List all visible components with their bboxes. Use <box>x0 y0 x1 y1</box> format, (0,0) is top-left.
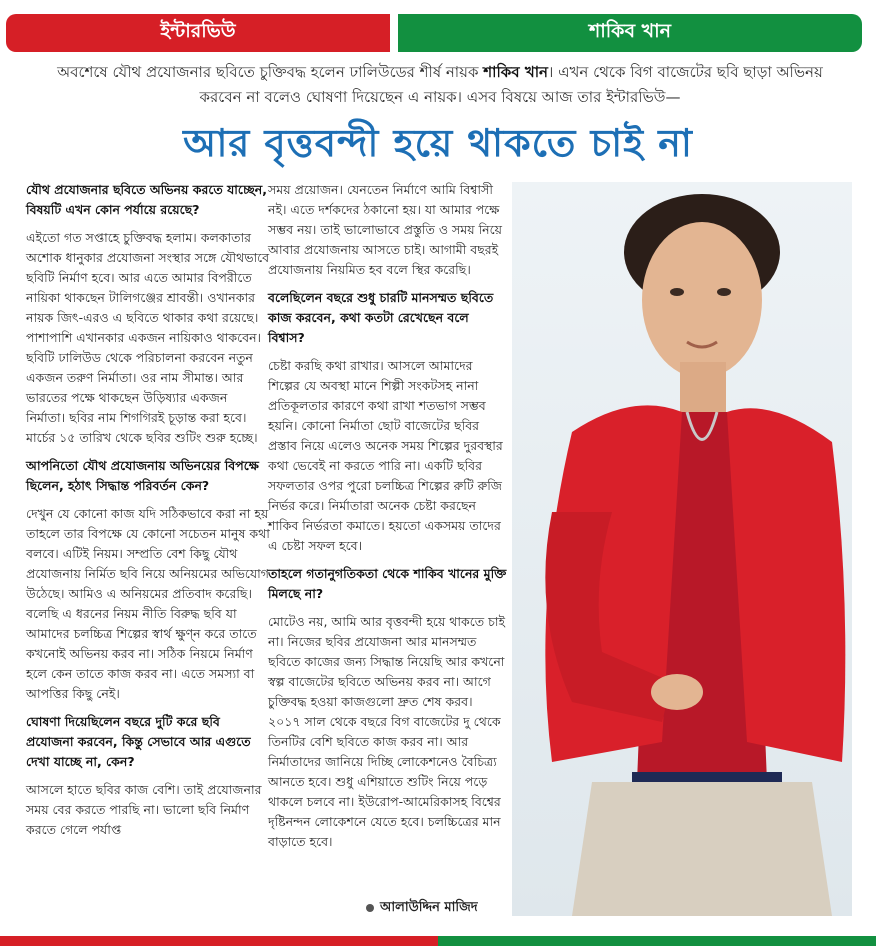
section-banner <box>6 14 390 52</box>
bottom-bar-green <box>438 936 876 946</box>
answer-5: মোটেও নয়, আমি আর বৃত্তবন্দী হয়ে থাকতে চাই না। নিজের ছবির প্রযোজনা আর মানসম্মত ছবিতে কাজের জন্য সিদ্ধান্ত নিয়েছি আর কখনো স্বল্প বাজেটের ছবিতে অভিনয় করব না। আগে চুক্তিবদ্ধ হওয়া কাজগুলো দ্রুত শেষ করব। ২০১৭ সাল থেকে বছরে বিগ বাজেটের দু থেকে তিনটির বেশি ছবিতে কাজ করব না। আর নির্মাতাদের জানিয়ে দিচ্ছি লোকেশনেও বৈচিত্র্য আনতে হবে। শুধু এশিয়াতে শুটিং নিয়ে পড়ে থাকলে চলবে না। ইউরোপ-আমেরিকাসহ বিশ্বের দৃষ্টিনন্দন লোকেশনে যেতে হবে। চলচ্চিত্রের মান বাড়াতে হবে। <box>268 614 505 849</box>
portrait-illustration <box>512 182 852 916</box>
column-2 <box>268 180 508 860</box>
bullet-icon <box>366 904 374 912</box>
lead-name: শাকিব খান <box>483 63 548 81</box>
answer-3-part1: আসলে হাতে ছবির কাজ বেশি। তাই প্রযোজনার সময় বের করতে পারছি না। ভালো ছবি নির্মাণ করতে গেলে পর্যাপ্ত <box>26 782 262 837</box>
question-4: বলেছিলেন বছরে শুধু চারটি মানসম্মত ছবিতে কাজ করবেন, কথা কতটা রেখেছেন বলে বিশ্বাস? <box>268 290 494 345</box>
answer-1: এইতো গত সপ্তাহে চুক্তিবদ্ধ হলাম। কলকাতার অশোক ধানুকার প্রযোজনা সংস্থার সঙ্গে যৌথভাবে ছবিটি নির্মাণ হবে। আর এতে আমার বিপরীতে নায়িকা থাকছেন টালিগঞ্জের শ্রাবন্তী। ওখানকার নায়ক জিৎ-এরও এ ছবিতে থাকার কথা রয়েছে। পাশাপাশি এখানকার একজন নায়িকাও থাকবেন। ছবিটি ঢালিউড থেকে পরিচালনা করবেন নতুন একজন তরুণ নির্মাতা। ওর নাম সীমান্ত। আর ভারতের পক্ষে থাকছেন উড়িষ্যার একজন নির্মাতা। ছবির নাম শিগগিরই চূড়ান্ত করা হবে। মার্চের ১৫ তারিখ থেকে ছবির শুটিং শুরু হচ্ছে। <box>26 230 270 445</box>
column-1 <box>26 180 270 848</box>
question-2: আপনিতো যৌথ প্রযোজনায় অভিনয়ের বিপক্ষে ছিলেন, হঠাৎ সিদ্ধান্ত পরিবর্তন কেন? <box>26 458 259 493</box>
author-byline <box>366 898 478 919</box>
answer-3-continued: সময় প্রয়োজন। যেনতেন নির্মাণে আমি বিশ্বাসী নই। এতে দর্শকদের ঠকানো হয়। যা আমার পক্ষে সম্ভব নয়। তাই ভালোভাবে প্রস্তুতি ও সময় নিয়ে আবার প্রযোজনায় আসতে চাই। আগামী বছরই প্রযোজনায় নিয়মিত হব বলে স্থির করেছি। <box>268 182 502 277</box>
answer-4: চেষ্টা করছি কথা রাখার। আসলে আমাদের শিল্পের যে অবস্থা মানে শিল্পী সংকটসহ নানা প্রতিকূলতার কারণে কথা রাখা শতভাগ সম্ভব হয়নি। কোনো নির্মাতা ছোট বাজেটের ছবির প্রস্তাব নিয়ে এলেও অনেক সময় শিল্পের দুরবস্থার কথা ভেবেই না করতে পারি না। একটি ছবির সফলতার ওপর পুরো চলচ্চিত্র শিল্পের রুটি রুজি নির্ভর করে। নির্মাতারা অনেক চেষ্টা করছেন শাকিব নির্ভরতা কমাতে। হয়তো একসময় তাদের এ চেষ্টা সফল হবে। <box>268 358 503 553</box>
lead-text-2: । এখন থেকে বিগ বাজেটের ছবি ছাড়া অভিনয় করবেন না বলেও ঘোষণা দিয়েছেন এ নায়ক। এসব বিষয়ে আজ তার ইন্টারভিউ— <box>199 63 823 106</box>
question-3: ঘোষণা দিয়েছিলেন বছরে দুটি করে ছবি প্রযোজনা করবেন, কিন্তু সেভাবে আর এগুতে দেখা যাচ্ছে না, কেন? <box>26 714 251 769</box>
section-label: ইন্টারভিউ <box>160 20 236 42</box>
person-banner <box>398 14 862 52</box>
lead-paragraph <box>40 60 840 110</box>
question-5: তাহলে গতানুগতিকতা থেকে শাকিব খানের মুক্তি মিলছে না? <box>268 566 507 601</box>
headline: আর বৃত্তবন্দী হয়ে থাকতে চাই না <box>183 120 693 165</box>
question-1: যৌথ প্রযোজনার ছবিতে অভিনয় করতে যাচ্ছেন, বিষয়টি এখন কোন পর্যায়ে রয়েছে? <box>26 182 267 217</box>
portrait-photo <box>512 182 852 916</box>
author-name: আলাউদ্দিন মাজিদ <box>380 900 478 915</box>
bottom-bar-red <box>0 936 438 946</box>
lead-text-1: অবশেষে যৌথ প্রযোজনার ছবিতে চুক্তিবদ্ধ হলেন ঢালিউডের শীর্ষ নায়ক <box>57 63 484 81</box>
bottom-color-bar <box>0 936 876 946</box>
person-label: শাকিব খান <box>589 20 671 42</box>
answer-2: দেখুন যে কোনো কাজ যদি সঠিকভাবে করা না হয় তাহলে তার বিপক্ষে যে কোনো সচেতন মানুষ কথা বলবে। এটিই নিয়ম। সম্প্রতি বেশ কিছু যৌথ প্রযোজনায় নির্মিত ছবি নিয়ে অনিয়মের অভিযোগ উঠেছে। আমিও এ অনিয়মের প্রতিবাদ করেছি। বলেছি এ ধরনের নিয়ম নীতি বিরুদ্ধ ছবি যা আমাদের চলচ্চিত্র শিল্পের স্বার্থ ক্ষুণ্ন করে তাতে কখনোই অভিনয় করব না। সঠিক নিয়মে নির্মাণ হলে কেন তাতে কাজ করব না। এতে সমস্যা বা আপত্তির কিছু নেই। <box>26 506 270 701</box>
